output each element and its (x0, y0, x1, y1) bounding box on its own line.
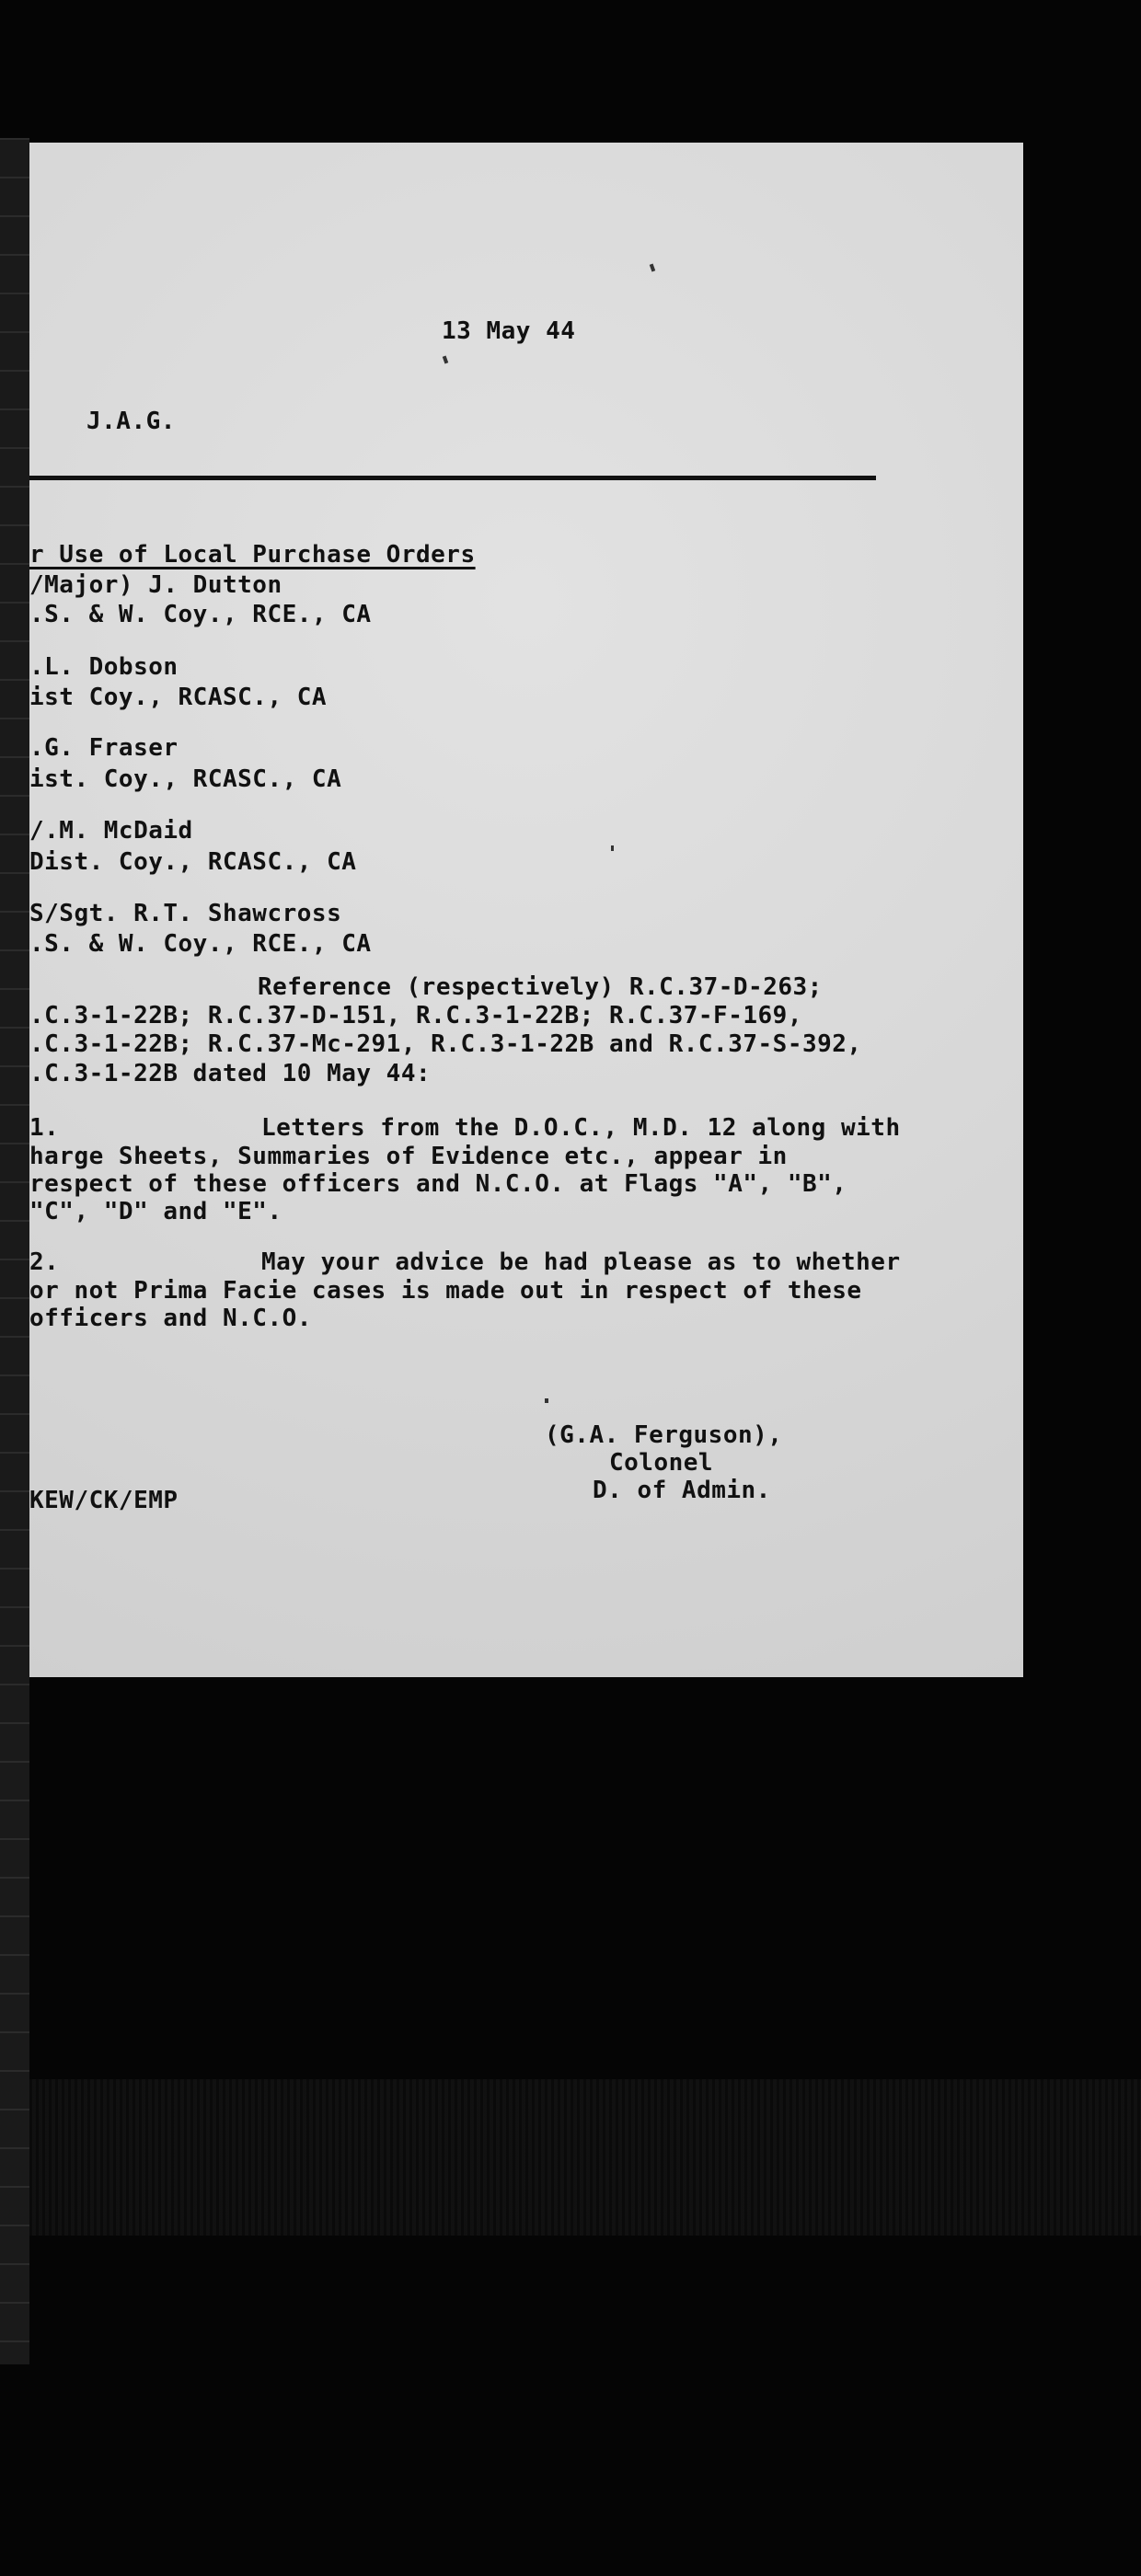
scan-speck (443, 356, 448, 364)
paragraph-1-line-2: harge Sheets, Summaries of Evidence etc., appear in (29, 1143, 788, 1170)
signature-rank: Colonel (609, 1449, 714, 1477)
person-5-unit: .S. & W. Coy., RCE., CA (29, 930, 372, 958)
person-4-name: /.M. McDaid (29, 817, 193, 845)
horizontal-rule (29, 476, 876, 480)
person-1-name: /Major) J. Dutton (29, 571, 282, 599)
scan-speck (611, 845, 614, 851)
paragraph-1-line-1: Letters from the D.O.C., M.D. 12 along with (261, 1114, 901, 1142)
person-1-unit: .S. & W. Coy., RCE., CA (29, 601, 372, 628)
document-date: 13 May 44 (442, 317, 576, 345)
person-3-name: .G. Fraser (29, 734, 179, 762)
signature-name: (G.A. Ferguson), (545, 1421, 783, 1449)
paragraph-2-line-3: officers and N.C.O. (29, 1305, 312, 1332)
film-scan-band (29, 2079, 1141, 2236)
paragraph-2-line-2: or not Prima Facie cases is made out in respect of these (29, 1277, 862, 1305)
person-2-name: .L. Dobson (29, 653, 179, 681)
reference-line-2: .C.3-1-22B; R.C.37-D-151, R.C.3-1-22B; R.C.37-F-169, (29, 1002, 802, 1029)
document-page (29, 143, 1023, 1677)
person-4-unit: Dist. Coy., RCASC., CA (29, 848, 357, 876)
paragraph-1-number: 1. (29, 1114, 60, 1142)
paragraph-1-line-4: "C", "D" and "E". (29, 1198, 282, 1225)
reference-initials: KEW/CK/EMP (29, 1487, 179, 1514)
reference-line-3: .C.3-1-22B; R.C.37-Mc-291, R.C.3-1-22B and R.C.37-S-392, (29, 1030, 862, 1058)
paragraph-2-line-1: May your advice be had please as to whether (261, 1248, 901, 1276)
reference-line-4: .C.3-1-22B dated 10 May 44: (29, 1060, 432, 1087)
person-2-unit: ist Coy., RCASC., CA (29, 684, 328, 711)
paragraph-1-line-3: respect of these officers and N.C.O. at Flags "A", "B", (29, 1170, 847, 1198)
reference-line-1: Reference (respectively) R.C.37-D-263; (258, 973, 823, 1001)
person-5-name: S/Sgt. R.T. Shawcross (29, 900, 342, 927)
person-3-unit: ist. Coy., RCASC., CA (29, 765, 342, 793)
paragraph-2-number: 2. (29, 1248, 60, 1276)
subject-line: r Use of Local Purchase Orders (29, 541, 476, 569)
addressee: J.A.G. (86, 408, 176, 435)
scan-speck (545, 1398, 548, 1403)
scan-speck (650, 264, 655, 272)
film-frame-edge (0, 138, 29, 2364)
signature-title: D. of Admin. (593, 1477, 771, 1504)
